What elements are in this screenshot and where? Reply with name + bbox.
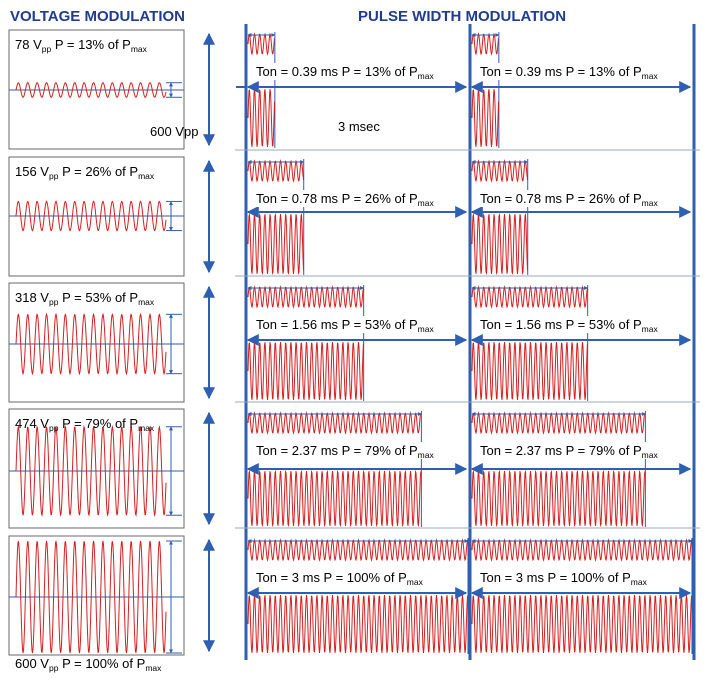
pwm-title: PULSE WIDTH MODULATION: [358, 8, 567, 25]
pwm-burst-bottom: [472, 342, 588, 400]
pwm-burst-bottom: [472, 595, 692, 653]
voltage-row-label: 78 $V_{pp}$ P = 13% of $P_{max}$: [15, 37, 147, 54]
pwm-burst-bottom: [472, 471, 645, 526]
pwm-burst-top: [248, 287, 364, 307]
pwm-row-label: Ton = 2.37 ms P = 79% of $P_{max}$: [256, 443, 434, 460]
pwm-row-label: Ton = 3 ms P = 100% of $P_{max}$: [480, 570, 647, 587]
period-label: 3 msec: [338, 119, 380, 134]
pwm-row-labels: [254, 63, 678, 587]
pwm-burst-top: [248, 34, 275, 54]
pwm-burst-top: [248, 413, 421, 433]
pwm-row-label: Ton = 0.78 ms P = 26% of $P_{max}$: [480, 191, 658, 208]
voltage-row-label: 156 $V_{pp}$ P = 26% of $P_{max}$: [15, 164, 155, 181]
pwm-burst-top: [248, 540, 468, 560]
pwm-row-label: Ton = 2.37 ms P = 79% of $P_{max}$: [480, 443, 658, 460]
pwm-burst-bottom: [248, 214, 304, 274]
voltage-row-label: 600 $V_{pp}$ P = 100% of $P_{max}$: [15, 656, 162, 673]
pwm-burst-bottom: [472, 89, 499, 147]
pwm-row-label: Ton = 3 ms P = 100% of $P_{max}$: [256, 570, 423, 587]
voltage-row-labels: [15, 37, 162, 673]
pwm-burst-top: [248, 161, 304, 181]
voltage-row-label: 318 $V_{pp}$ P = 53% of $P_{max}$: [15, 290, 155, 307]
voltage-modulation-title: VOLTAGE MODULATION: [10, 8, 185, 25]
max-voltage-label: 600 Vpp: [150, 124, 199, 139]
pwm-burst-bottom: [248, 342, 364, 400]
pwm-panel: [235, 24, 700, 660]
pwm-row-label: Ton = 0.39 ms P = 13% of $P_{max}$: [480, 64, 658, 81]
pwm-burst-top: [472, 34, 499, 54]
pwm-burst-top: [472, 413, 645, 433]
pwm-burst-bottom: [248, 89, 275, 147]
pwm-burst-bottom: [472, 214, 528, 274]
voltage-row-label: 474 $V_{pp}$ P = 79% of $P_{max}$: [15, 416, 155, 433]
pwm-burst-bottom: [248, 595, 468, 653]
pwm-burst-top: [472, 161, 528, 181]
pwm-row-label: Ton = 1.56 ms P = 53% of $P_{max}$: [256, 317, 434, 334]
pwm-burst-bottom: [248, 471, 421, 526]
pwm-burst-top: [472, 540, 692, 560]
pwm-row-label: Ton = 0.78 ms P = 26% of $P_{max}$: [256, 191, 434, 208]
pwm-row-label: Ton = 0.39 ms P = 13% of $P_{max}$: [256, 64, 434, 81]
pwm-row-label: Ton = 1.56 ms P = 53% of $P_{max}$: [480, 317, 658, 334]
pwm-burst-top: [472, 287, 588, 307]
